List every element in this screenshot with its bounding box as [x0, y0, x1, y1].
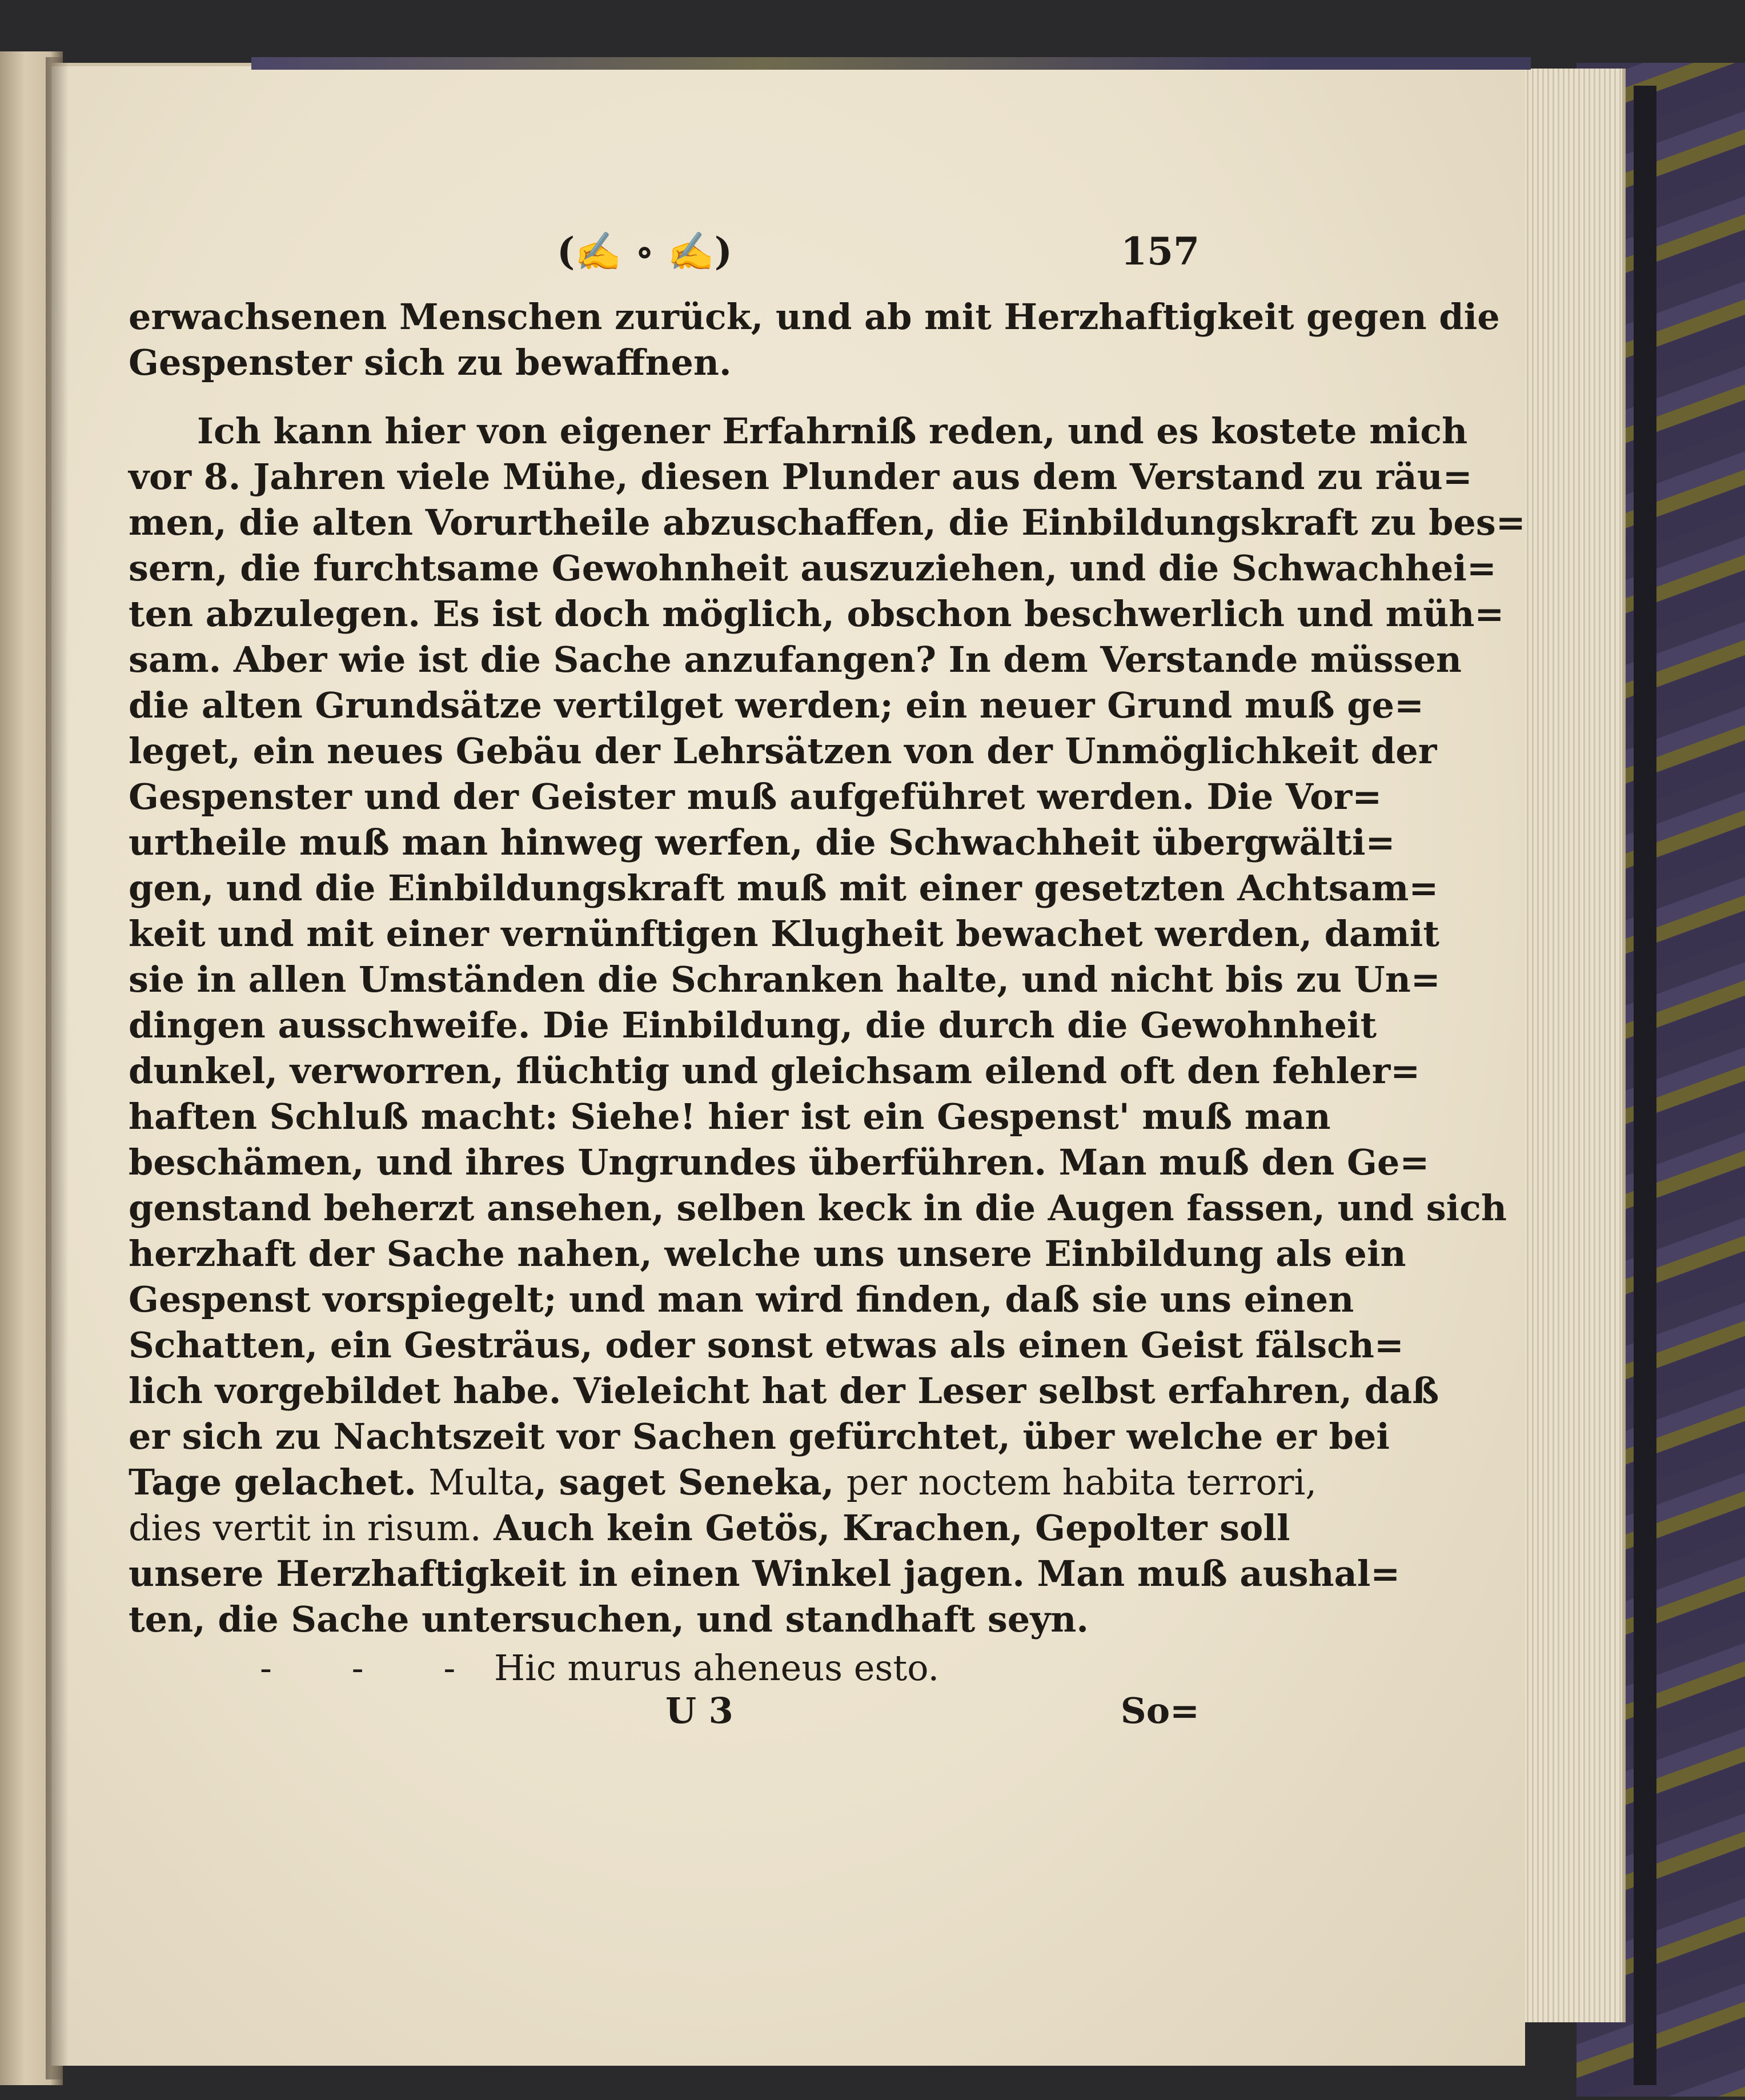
text-line: Ich kann hier von eigener Erfahrniß reden, und es kostete mich: [197, 410, 1468, 452]
text-line: erwachsenen Menschen zurück, und ab mit Herzhaftigkeit gegen die: [129, 296, 1500, 338]
text-line: ten, die Sache untersuchen, und standhaft seyn.: [129, 1598, 1089, 1640]
text-line: sern, die furchtsame Gewohnheit auszuziehen, und die Schwachhei=: [129, 547, 1497, 589]
text-line: ten abzulegen. Es ist doch möglich, obschon beschwerlich und müh=: [129, 593, 1505, 635]
signature-mark: U 3: [665, 1690, 733, 1732]
text-line: Schatten, ein Gesträus, oder sonst etwas als einen Geist fälsch=: [129, 1324, 1404, 1366]
text-line: gen, und die Einbildungskraft muß mit einer gesetzten Achtsam=: [129, 867, 1439, 909]
latin-quote: per noctem habita terrori,: [846, 1461, 1317, 1503]
text-fragment: Tage gelachet.: [129, 1461, 429, 1503]
text-line: keit und mit einer vernünftigen Klugheit bewachet werden, damit: [129, 913, 1439, 955]
latin-quote: dies vertit in risum.: [129, 1507, 482, 1549]
text-line: genstand beherzt ansehen, selben keck in die Augen fassen, und sich: [129, 1187, 1507, 1229]
text-line: lich vorgebildet habe. Vieleicht hat der Leser selbst erfahren, daß: [129, 1370, 1439, 1412]
text-line: dunkel, verworren, flüchtig und gleichsam eilend oft den fehler=: [129, 1050, 1421, 1092]
text-line: vor 8. Jahren viele Mühe, diesen Plunder aus dem Verstand zu räu=: [129, 456, 1473, 498]
text-line: Gespenst vorspiegelt; und man wird finden, daß sie uns einen: [129, 1279, 1354, 1320]
text-line: leget, ein neues Gebäu der Lehrsätzen von der Unmöglichkeit der: [129, 730, 1437, 772]
page-number: 157: [1121, 229, 1200, 274]
latin-quote: Multa: [428, 1461, 535, 1503]
page-footer: [129, 1685, 1200, 1737]
text-line: [129, 1460, 1317, 1505]
latin-motto: [129, 1645, 1200, 1691]
catchword: So=: [1120, 1690, 1200, 1732]
text-line: Gespenster und der Geister muß aufgeführet werden. Die Vor=: [129, 776, 1382, 817]
motto-dashes: - - -: [260, 1647, 490, 1689]
motto-text: Hic murus aheneus esto.: [494, 1647, 940, 1689]
text-line: [129, 1505, 1290, 1551]
text-line: beschämen, und ihres Ungrundes überführen. Man muß den Ge=: [129, 1141, 1430, 1183]
text-line: men, die alten Vorurtheile abzuschaffen, die Einbildungskraft zu bes=: [129, 502, 1526, 543]
text-fragment: Auch kein Getös, Krachen, Gepolter soll: [481, 1507, 1290, 1549]
text-line: sie in allen Umständen die Schranken halte, und nicht bis zu Un=: [129, 959, 1441, 1000]
header-ornament: (✍ ∘ ✍): [557, 229, 732, 274]
text-line: unsere Herzhaftigkeit in einen Winkel jagen. Man muß aushal=: [129, 1553, 1401, 1594]
text-line: herzhaft der Sache nahen, welche uns unsere Einbildung als ein: [129, 1233, 1406, 1275]
text-line: die alten Grundsätze vertilget werden; ein neuer Grund muß ge=: [129, 684, 1424, 726]
text-line: er sich zu Nachtszeit vor Sachen gefürchtet, über welche er bei: [129, 1416, 1390, 1457]
text-fragment: , saget Seneka,: [534, 1461, 847, 1503]
text-line: haften Schluß macht: Siehe! hier ist ein Gespenst' muß man: [129, 1096, 1331, 1137]
text-line: Gespenster sich zu bewaffnen.: [129, 342, 732, 383]
text-line: dingen ausschweife. Die Einbildung, die durch die Gewohnheit: [129, 1004, 1377, 1046]
running-header: [129, 226, 1200, 277]
text-line: sam. Aber wie ist die Sache anzufangen? In dem Verstande müssen: [129, 639, 1462, 680]
text-line: urtheile muß man hinweg werfen, die Schwachheit übergwälti=: [129, 821, 1395, 863]
